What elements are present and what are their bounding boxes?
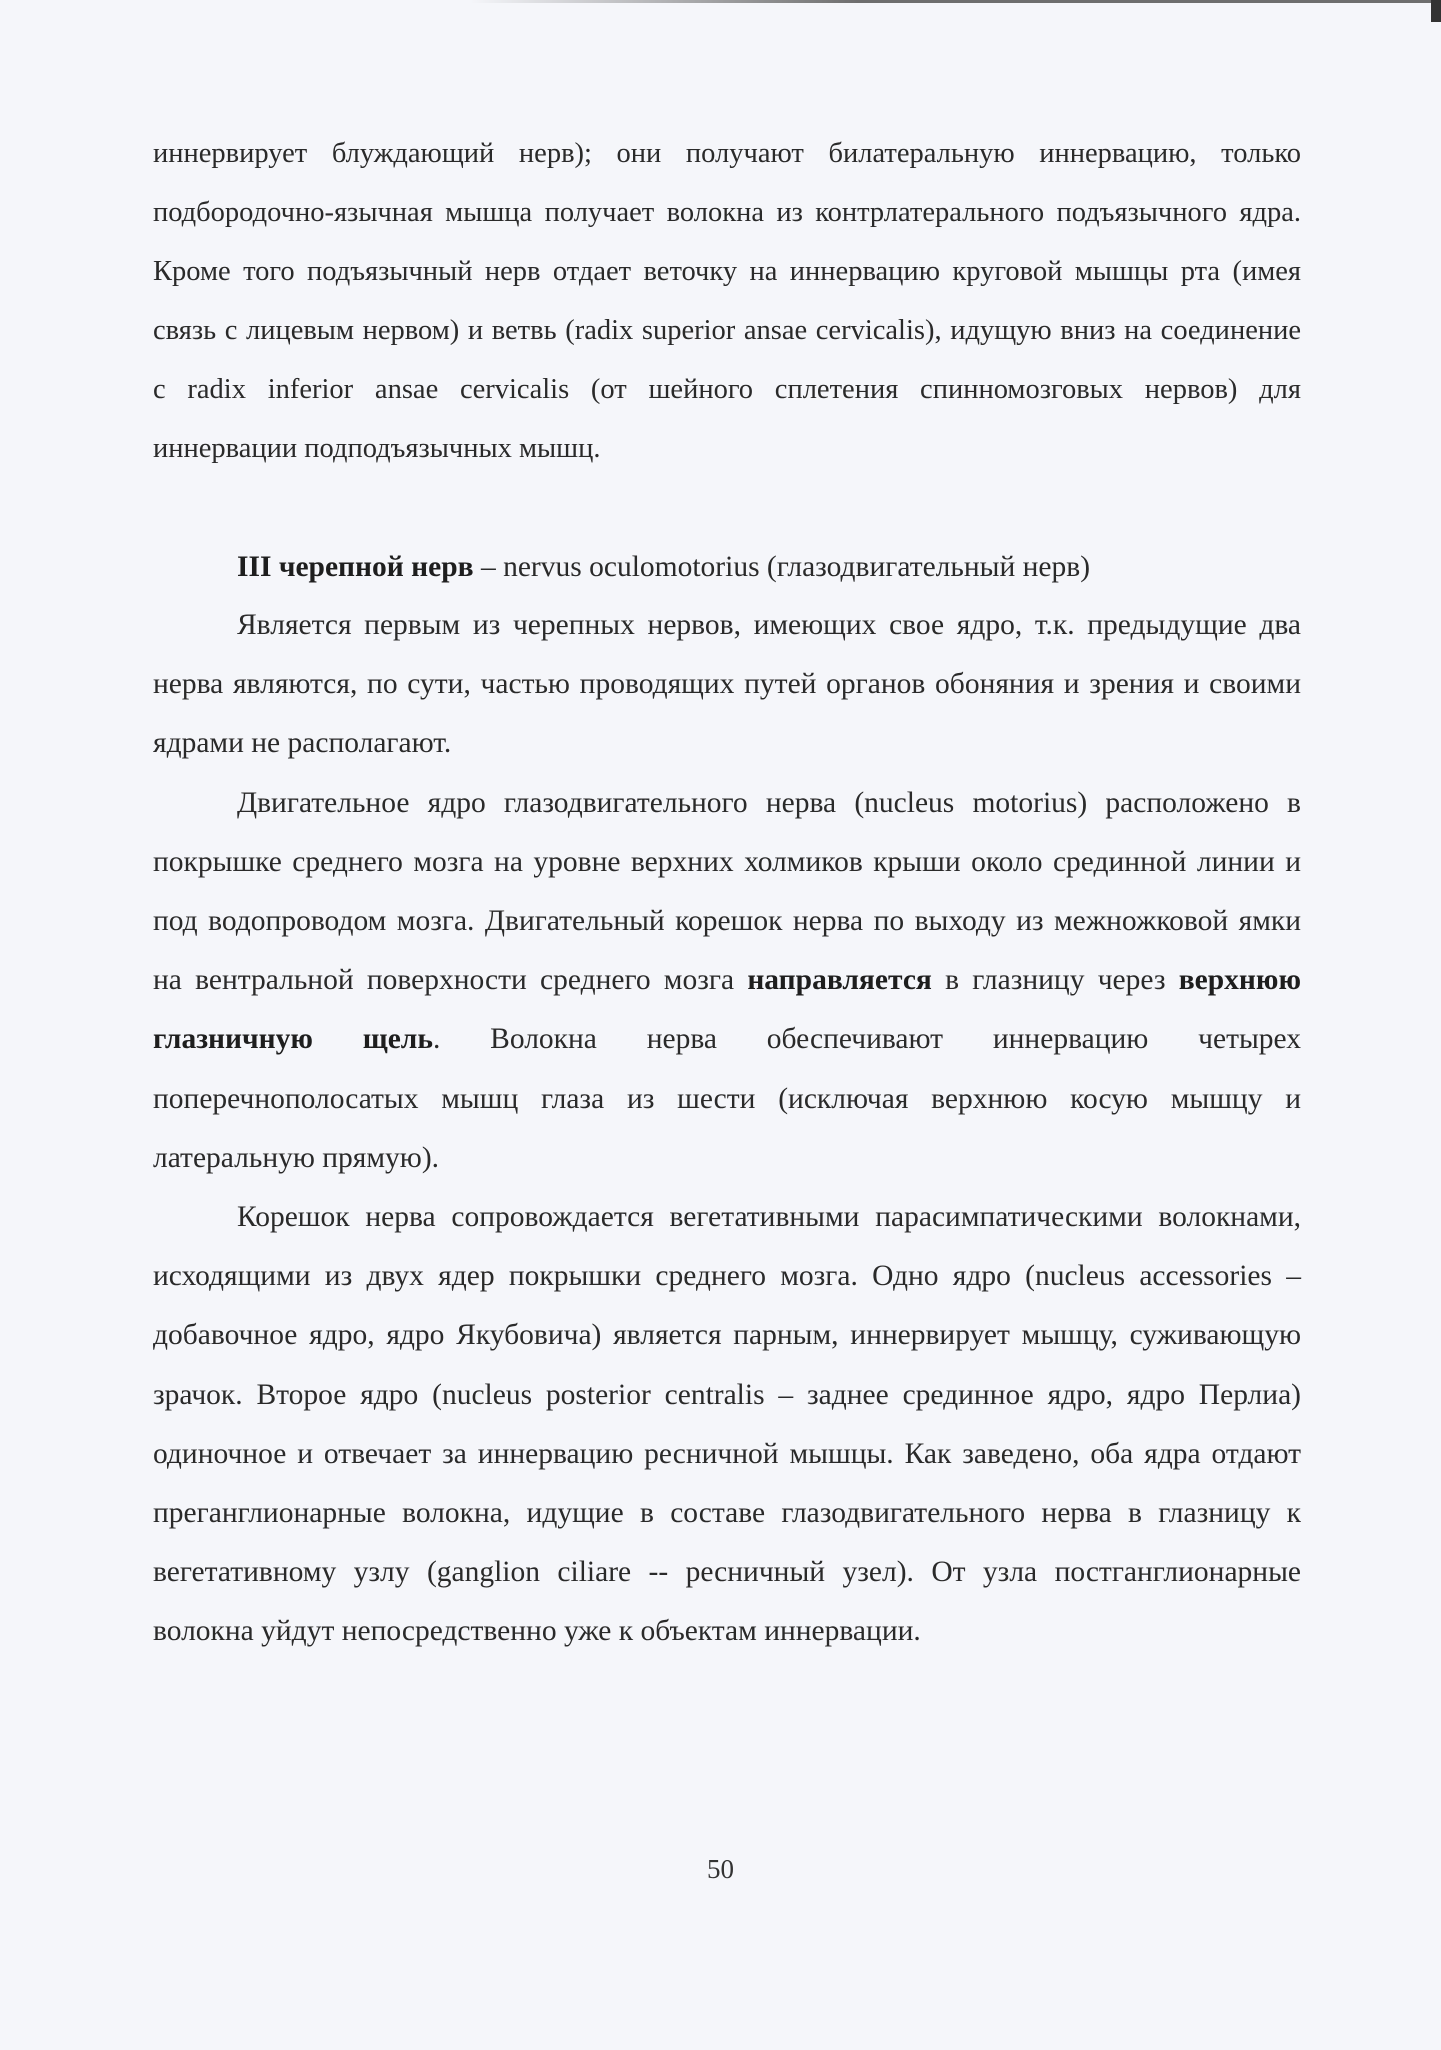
paragraph-motor-nucleus	[153, 774, 1301, 1188]
text-part: . Волокна нерва обеспечивают иннервацию четырех поперечнополосатых мышц глаза из шести (исключая верхнюю косую мышцу и латеральную прямую).	[153, 1023, 1301, 1174]
text-part: в глазницу через	[931, 964, 1179, 997]
scan-edge	[470, 0, 1441, 3]
bold-term: направляется	[747, 964, 932, 997]
section-body	[153, 596, 1301, 1662]
heading-rest: – nervus oculomotorius (глазодвигательный нерв)	[473, 551, 1091, 583]
paragraph-parasympathetic: Корешок нерва сопровождается вегетативными парасимпатическими волокнами, исходящими из двух ядер покрышки среднего мозга. Одно ядро (nucleus accessories – добавочное ядро, ядро Якубовича) является парным, иннервирует мышцу, суживающую зрачок. Второе ядро (nucleus posterior centralis – заднее срединное ядро, ядро Перлиа) одиночное и отвечает за иннервацию ресничной мышцы. Как заведено, оба ядра отдают преганглионарные волокна, идущие в составе глазодвигательного нерва в глазницу к вегетативному узлу (ganglion ciliare -- ресничный узел). От узла постганглионарные волокна уйдут непосредственно уже к объектам иннервации.	[153, 1201, 1301, 1648]
paragraph-first-nucleus: Является первым из черепных нервов, имеющих свое ядро, т.к. предыдущие два нерва являются, по сути, частью проводящих путей органов обоняния и зрения и своими ядрами не располагают.	[153, 609, 1301, 760]
heading-bold: III черепной нерв	[237, 551, 474, 583]
text-part: Двигательное ядро глазодвигательного нерва (nucleus motorius) расположено в покрышке среднего мозга на уровне верхних холмиков крыши около срединной линии и под водопроводом мозга. Двигательный корешок нерва по выходу из межножковой ямки на вентральной поверхности среднего мозга	[153, 786, 1301, 997]
section-heading	[153, 538, 1301, 598]
bold-term: верхнюю глазничную щель	[153, 964, 1301, 1056]
paragraph-hypoglossal-continuation	[153, 124, 1301, 478]
paragraph-text: иннервирует блуждающий нерв); они получают билатеральную иннервацию, только подбородочно-язычная мышца получает волокна из контрлатерального подъязычного ядра. Кроме того подъязычный нерв отдает веточку на иннервацию круговой мышцы рта (имея связь с лицевым нервом) и ветвь (radix superior ansae cervicalis), идущую вниз на соединение с radix inferior ansae cervicalis (от шейного сплетения спинномозговых нервов) для иннервации подподъязычных мышц.	[153, 138, 1301, 464]
scan-corner-mark	[1431, 0, 1441, 22]
page-number: 50	[707, 1854, 734, 1884]
